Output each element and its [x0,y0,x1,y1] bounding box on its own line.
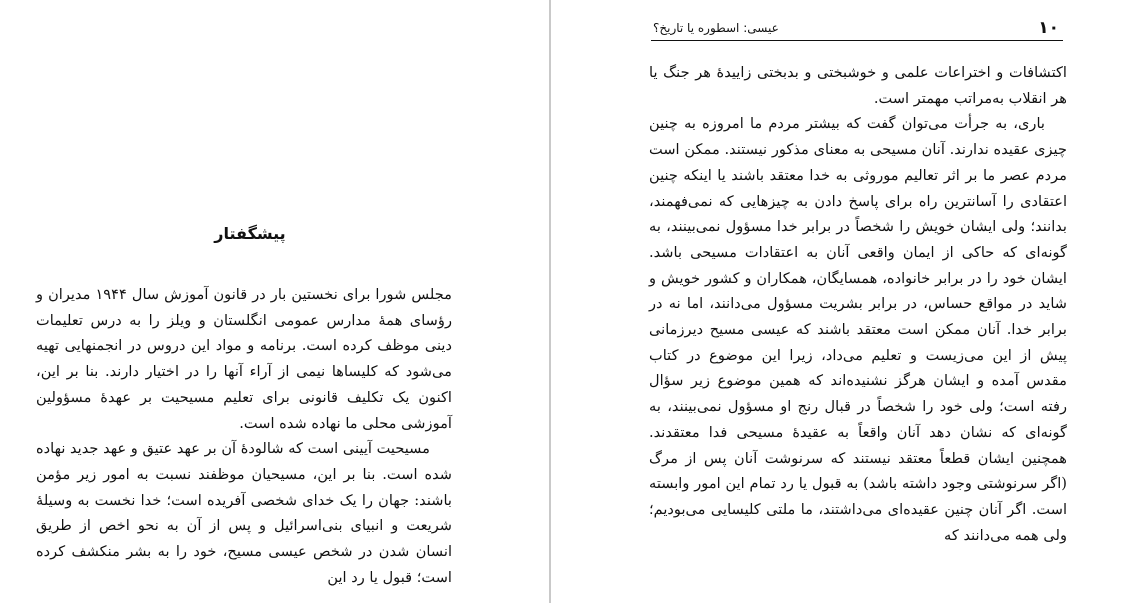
page-header [651,18,1063,41]
running-head: عیسی: اسطوره یا تاریخ؟ [653,21,779,35]
left-page [0,0,549,603]
left-paragraph-1: مجلس شورا برای نخستین بار در قانون آموزش سال ۱۹۴۴ مدیران و رؤسای همهٔ مدارس عمومی انگلستان و ویلز را به درس تعلیمات دینی موظف کرده است. برنامه و مواد این دروس در انجمنهایی تهیه می‌شود که کلیساها نیمی از آراء آنها را در اختیار دارند. بنا بر این، اکنون یک تکلیف قانونی برای تعلیم مسیحیت بر عهدهٔ مسؤولین آموزشی محلی ما نهاده شده است. [36,286,452,432]
left-body-text [36,282,452,590]
right-paragraph-1: اکتشافات و اختراعات علمی و خوشبختی و بدبختی زاییدهٔ هر جنگ یا هر انقلاب به‌مراتب مهمتر است. [649,64,1067,107]
chapter-title: پیشگفتار [214,224,286,243]
left-paragraph-2: مسیحیت آیینی است که شالودهٔ آن بر عهد عتیق و عهد جدید نهاده شده است. بنا بر این، مسیحیان موظفند نسبت به امور زیر مؤمن باشند: جهان را یک خدای شخصی آفریده است؛ خدا نخست به وسیلهٔ شریعت و انبیای بنی‌اسرائیل و پس از آن به نحو اخص از طریق انسان شدن در شخص عیسی مسیح، خود را به بشر منکشف کرده است؛ قبول یا رد این [36,440,452,586]
page-number: ۱۰ [1038,18,1059,38]
right-page [551,0,1123,603]
right-body-text [649,60,1067,548]
right-paragraph-2: باری، به جرأت می‌توان گفت که بیشتر مردم ما امروزه به چنین چیزی عقیده ندارند. آنان مسیحی به معنای مذکور نیستند. ممکن است مردم عصر ما بر اثر تعالیم موروثی به خدا معتقد باشند یا اینکه چنین اعتقادی را آسانترین راه برای پاسخ دادن به چیزهایی که نمی‌فهمند، بدانند؛ ولی ایشان خویش را شخصاً در برابر خدا مسؤول نمی‌بینند، به گونه‌ای که حاکی از ایمان واقعی آنان به اعتقادات مسیحی باشد. ایشان خود را در برابر خانواده، همسایگان، همکاران و کشور خویش و شاید در مواقع حساس، در برابر بشریت مسؤول می‌دانند، اما نه در برابر خدا. آنان ممکن است معتقد باشند که عیسی مسیح دیرزمانی پیش از این می‌زیست و تعلیم می‌داد، زیرا این موضوع در کتاب مقدس آمده و ایشان هرگز نشنیده‌اند که همین موضوع زیر سؤال رفته است؛ ولی خود را شخصاً در قبال رنج او مسؤول نمی‌بینند، به گونه‌ای که نشان دهد آنان واقعاً به عقیدهٔ مسیحی فدا معتقدند. همچنین ایشان قطعاً معتقد نیستند که سرنوشت آنان پس از مرگ (اگر سرنوشتی وجود داشته باشد) به قبول یا رد تمام این امور وابسته است. اگر آنان چنین عقیده‌ای می‌داشتند، ما ملتی کلیسایی می‌بودیم؛ ولی همه می‌دانند که [649,115,1067,544]
